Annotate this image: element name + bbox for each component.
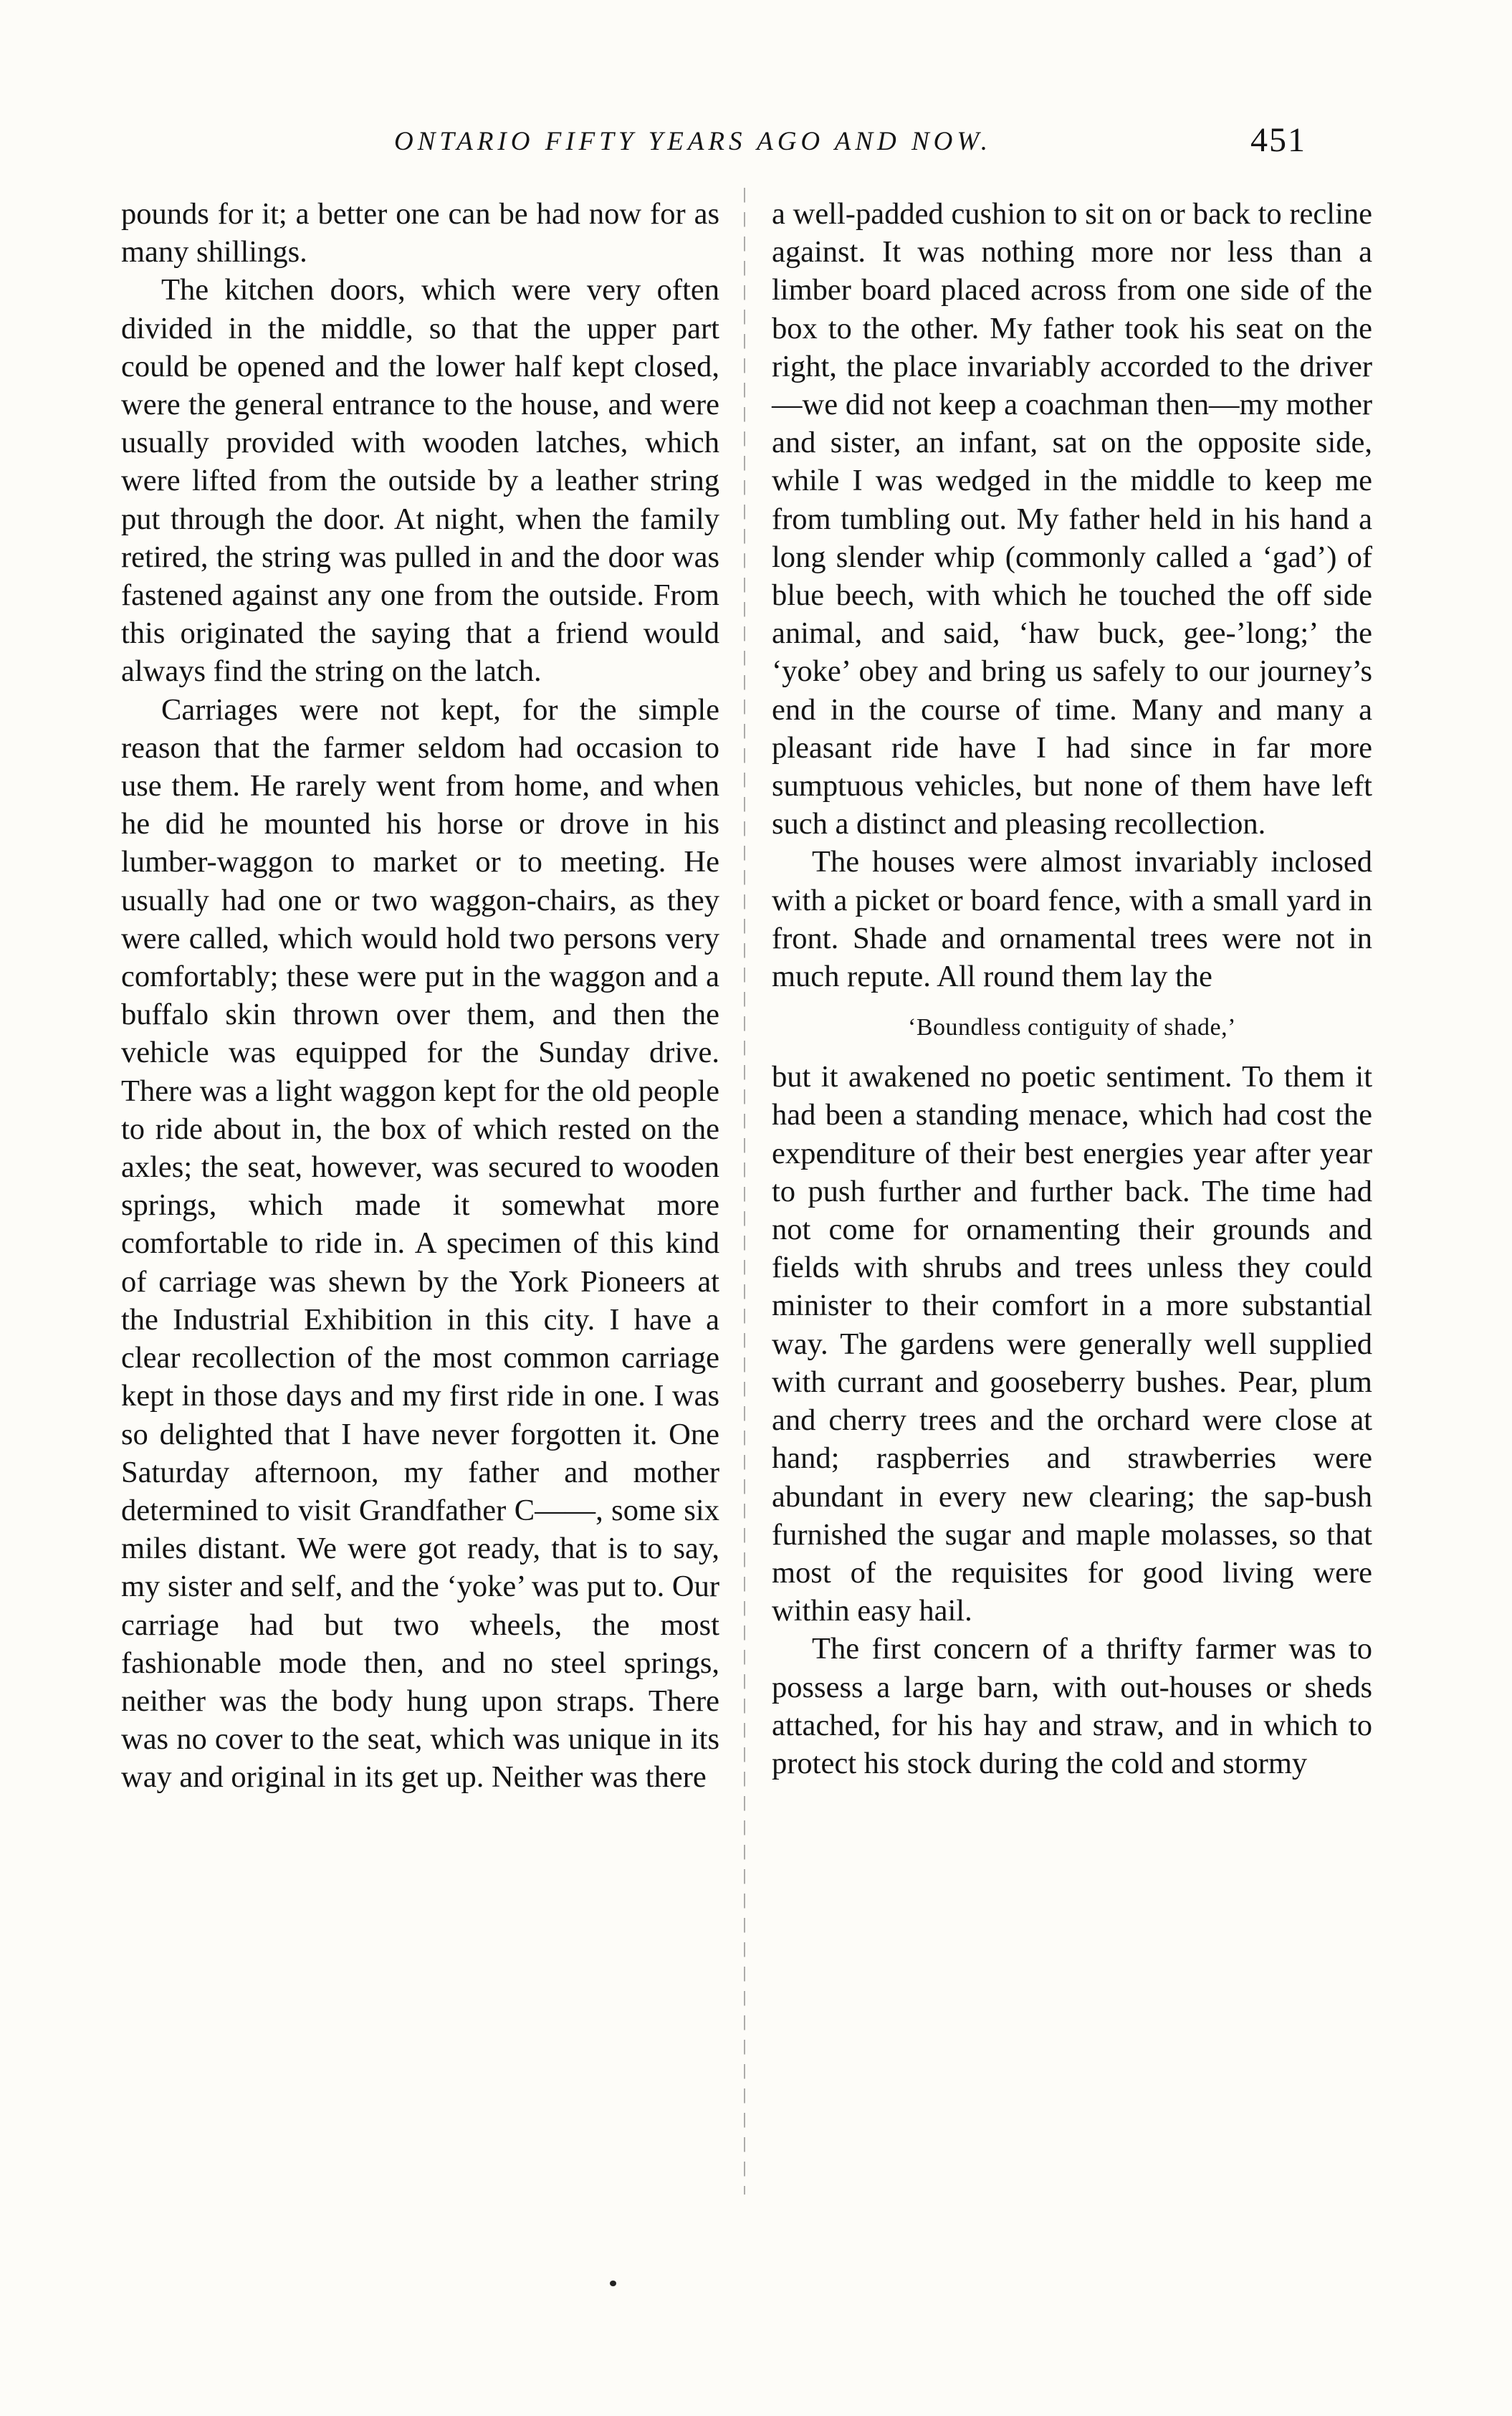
printer-mark [610, 2281, 616, 2286]
running-title: ONTARIO FIFTY YEARS AGO AND NOW. [394, 127, 992, 156]
right-column [772, 195, 1372, 1782]
paragraph-carriages: Carriages were not kept, for the simple reason that the farmer seldom had occasion to use them. He rarely went from home, and when he did he mounted his horse or drove in his lumber-waggon to market or to meeting. He usually had one or two waggon-chairs, as they were called, which would hold two persons very comfortably; these were put in the waggon and a buffalo skin thrown over them, and then the vehicle was equipped for the Sunday drive. There was a light waggon kept for the old people to ride about in, the box of which rested on the axles; the seat, however, was secured to wooden springs, which made it somewhat more comfortable to ride in. A specimen of this kind of carriage was shewn by the York Pioneers at the Industrial Exhibition in this city. I have a clear recollection of the most common carriage kept in those days and my first ride in one. I was so delighted that I have never forgotten it. One Saturday afternoon, my father and mother determined to visit Grandfather C——, some six miles distant. We were got ready, that is to say, my sister and self, and the ‘yoke’ was put to. Our carriage had but two wheels, the most fashionable mode then, and no steel springs, neither was the body hung upon straps. There was no cover to the seat, which was unique in its way and original in its get up. Neither was there [121, 692, 719, 1795]
page-header [0, 120, 1512, 163]
paragraph-houses: The houses were almost invariably inclosed with a picket or board fence, with a small yard in front. Shade and ornamental trees were not in much repute. All round them lay the [772, 845, 1372, 994]
paragraph-continued: pounds for it; a better one can be had now for as many shillings. [121, 197, 719, 269]
column-divider [744, 188, 745, 2195]
quotation: ‘Boundless contiguity of shade,’ [908, 1014, 1236, 1041]
left-column [121, 195, 719, 1797]
paragraph-barn: The first concern of a thrifty farmer was to possess a large barn, with out-houses or sheds attached, for his hay and straw, and in which to protect his stock during the cold and stormy [772, 1632, 1372, 1780]
paragraph-cushion: a well-padded cushion to sit on or back to recline against. It was nothing more nor less than a limber board placed across from one side of the box to the other. My father took his seat on the right, the place invariably accorded to the driver—we did not keep a coachman then—my mother and sister, an infant, sat on the opposite side, while I was wedged in the middle to keep me from tumbling out. My father held in his hand a long slender whip (commonly called a ‘gad’) of blue beech, with which he touched the off side animal, and said, ‘haw buck, gee-’long;’ the ‘yoke’ obey and bring us safely to our journey’s end in the course of time. Many and many a pleasant ride have I had since in far more sumptuous vehicles, but none of them have left such a distinct and pleasing recollection. [772, 197, 1372, 841]
paragraph-kitchen-doors: The kitchen doors, which were very often divided in the middle, so that the upper part could be opened and the lower half kept closed, were the general entrance to the house, and were usually provided with wooden latches, which were lifted from the outside by a leather string put through the door. At night, when the family retired, the string was pulled in and the door was fastened against any one from the outside. From this originated the saying that a friend would always find the string on the latch. [121, 273, 719, 689]
page-number: 451 [1250, 121, 1306, 159]
paragraph-shade: but it awakened no poetic sentiment. To them it had been a standing menace, which had cost the expenditure of their best energies year after year to push further and further back. The time had not come for ornamenting their grounds and fields with shrubs and trees unless they could minister to their comfort in a more substantial way. The gardens were generally well supplied with currant and gooseberry bushes. Pear, plum and cherry trees and the orchard were close at hand; raspberries and strawberries were abundant in every new clearing; the sap-bush furnished the sugar and maple molasses, so that most of the requisites for good living were within easy hail. [772, 1060, 1372, 1628]
